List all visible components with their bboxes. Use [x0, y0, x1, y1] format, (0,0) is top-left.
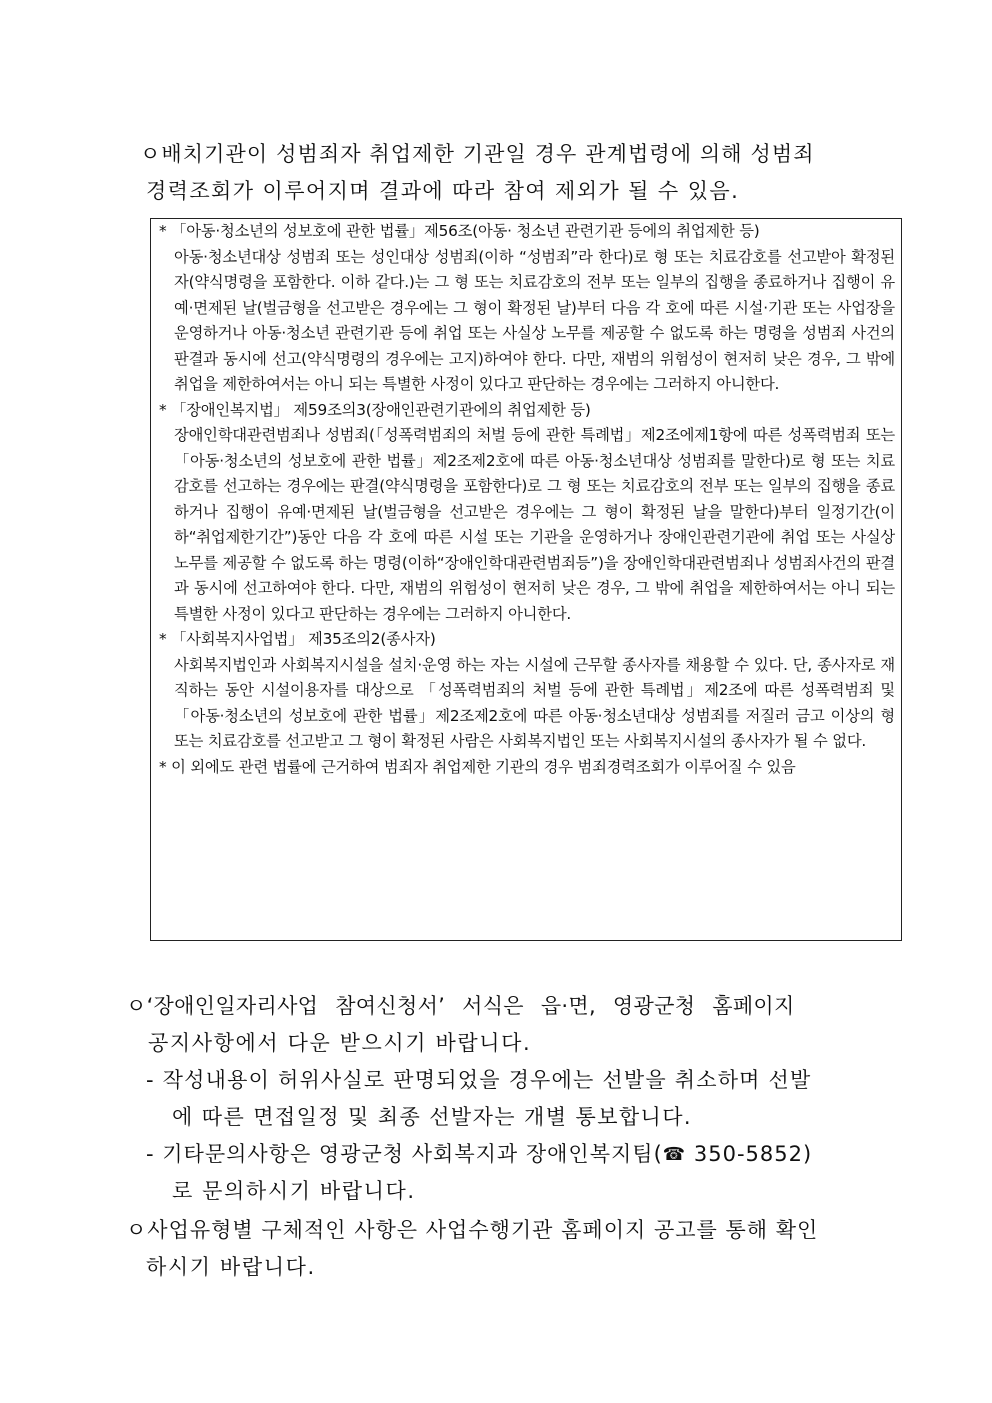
law-note-title: * 「장애인복지법」 제59조의3(장애인관련기관에의 취업제한 등) [159, 400, 591, 419]
law-note-title: * 「사회복지사업법」 제35조의2(종사자) [159, 630, 436, 648]
inquiry-phone-number: 350-5852) [686, 1142, 813, 1166]
phone-icon: ☎ [662, 1144, 687, 1165]
law-note-body: 장애인학대관련범죄나 성범죄(「성폭력범죄의 처벌 등에 관한 특례법」제2조에제1항에 따른 성폭력범죄 또는 「아동·청소년의 성보호에 관한 법률」제2조제2호에 따른 아동·청소년대상 성범죄를 말한다)로 형 또는 치료감호를 선고하는 경우에는 판결(약식명령을 포함한다)로 그 형 또는 치료감호의 전부 또는 일부의 집행을 종료하거나 집행이 유예·면제된 날(벌금형을 선고받은 경우에는 그 형이 확정된 날을 말한다)부터 일정기간(이하“취업제한기간”)동안 다음 각 호에 따른 시설 또는 기관을 운영하거나 장애인관련기관에 취업 또는 사실상 노무를 제공할 수 없도록 하는 명령(이하“장애인학대관련범죄등”)을 장애인학대관련범죄나 성범죄사건의 판결과 동시에 선고하여야 한다. 다만, 재범의 위험성이 현저히 낮은 경우, 그 밖에 취업을 제한하여서는 아니 되는 특별한 사정이 있다고 판단하는 경우에는 그러하지 아니한다. [174, 426, 895, 623]
application-line-2: 공지사항에서 다운 받으시기 바랍니다. [148, 1031, 532, 1055]
law-note-title: * 「아동·청소년의 성보호에 관한 법률」제56조(아동· 청소년 관련기관 등에의 취업제한 등) [159, 222, 760, 240]
falsification-notice [146, 1062, 898, 1136]
application-line-1: ㅇ‘장애인일자리사업 참여신청서’ 서식은 읍·면, 영광군청 홈페이지 [126, 994, 795, 1018]
law-excerpt-box [150, 218, 902, 941]
inquiry-line-1 [146, 1136, 898, 1173]
law-note-body: 아동·청소년대상 성범죄 또는 성인대상 성범죄(이하 “성범죄”라 한다)로 형 또는 치료감호를 선고받아 확정된 자(약식명령을 포함한다. 이하 같다.)는 그 형 또는 치료감호의 전부 또는 일부의 집행을 종료하거나 집행이 유예·면제된 날(벌금형을 선고받은 경우에는 그 형이 확정된 날)부터 다음 각 호에 따른 시설·기관 또는 사업장을 운영하거나 아동·청소년 관련기관 등에 취업 또는 사실상 노무를 제공할 수 없도록 하는 명령을 성범죄 사건의 판결과 동시에 선고(약식명령의 경우에는 고지)하여야 한다. 다만, 재범의 위험성이 현저히 낮은 경우, 그 밖에 취업을 제한하여서는 아니 되는 특별한 사정이 있다고 판단하는 경우에는 그러하지 아니한다. [174, 247, 895, 393]
falsification-line-1: - 작성내용이 허위사실로 판명되었을 경우에는 선발을 취소하며 선발 [146, 1068, 812, 1092]
business-type-notice [126, 1212, 898, 1286]
inquiry-line-1-text: - 기타문의사항은 영광군청 사회복지과 장애인복지팀( [146, 1142, 663, 1166]
inquiry-notice [146, 1136, 898, 1210]
law-note-social-welfare [159, 627, 895, 755]
falsification-line-2: 에 따른 면접일정 및 최종 선발자는 개별 통보합니다. [172, 1105, 693, 1129]
law-note-child-protection [159, 219, 895, 398]
inquiry-line-2: 로 문의하시기 바랍니다. [172, 1179, 416, 1203]
law-note-other [159, 755, 895, 781]
business-line-2: 하시기 바랍니다. [146, 1255, 316, 1279]
notice-line-1: ㅇ배치기관이 성범죄자 취업제한 기관일 경우 관계법령에 의해 성범죄 [140, 142, 815, 166]
law-note-disability-welfare [159, 398, 895, 628]
law-note-body: 사회복지법인과 사회복지시설을 설치·운영 하는 자는 시설에 근무할 종사자를 채용할 수 있다. 단, 종사자로 재직하는 동안 시설이용자를 대상으로 「성폭력범죄의 처벌 등에 관한 특례법」제2조에 따른 성폭력범죄 및 「아동·청소년의 성보호에 관한 법률」제2조제2호에 따른 아동·청소년대상 성범죄를 저질러 금고 이상의 형 또는 치료감호를 선고받고 그 형이 확정된 사람은 사회복지법인 또는 사회복지시설의 종사자가 될 수 없다. [174, 655, 895, 750]
law-note-other-text: * 이 외에도 관련 법률에 근거하여 범죄자 취업제한 기관의 경우 범죄경력조회가 이루어질 수 있음 [159, 757, 796, 776]
criminal-record-notice [140, 136, 880, 210]
business-line-1: ㅇ사업유형별 구체적인 사항은 사업수행기관 홈페이지 공고를 통해 확인 [126, 1218, 819, 1242]
application-form-notice [126, 988, 898, 1062]
notice-line-2: 경력조회가 이루어지며 결과에 따라 참여 제외가 될 수 있음. [146, 179, 740, 203]
